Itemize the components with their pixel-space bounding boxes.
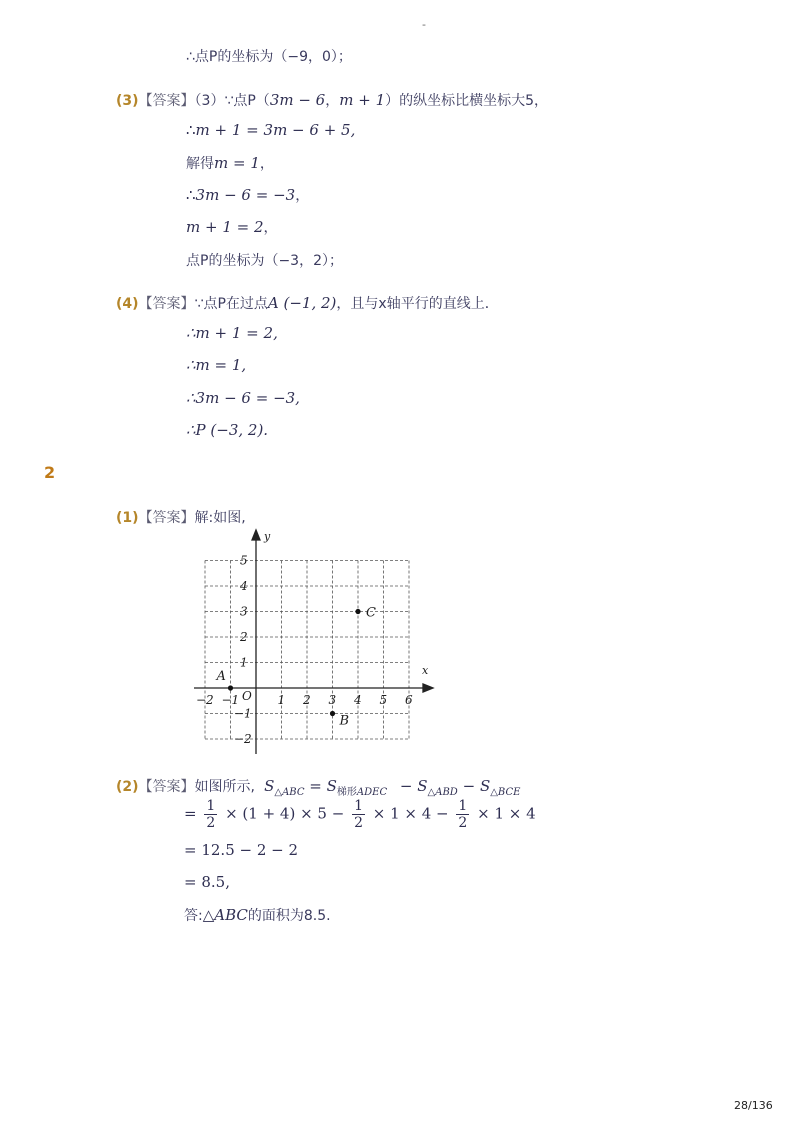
point-a: [228, 685, 233, 690]
subscript-cn: 梯形: [336, 787, 357, 798]
point-b: [330, 711, 335, 716]
header-mark: -: [422, 18, 426, 31]
q2-step-2: = 12.5 − 2 − 2: [184, 841, 299, 859]
q4-step-2: ∴m = 1,: [186, 356, 247, 374]
answer-label: 【答案】: [138, 779, 195, 795]
punct: ，: [263, 220, 278, 236]
q3-intro-tail: ）的纵坐标比横坐标大5，: [385, 93, 549, 109]
area-symbol: S: [264, 777, 275, 795]
minus: −: [462, 777, 476, 795]
question-tag: (2): [116, 779, 139, 795]
page-number: 28/136: [734, 1099, 773, 1112]
coordinate-graph: [190, 528, 440, 760]
y-axis-arrow: [252, 530, 260, 540]
q4-step-1: ∴m + 1 = 2,: [186, 324, 278, 342]
equals: =: [184, 804, 197, 823]
x-tick-label: −1: [221, 693, 240, 707]
answer-text: 点P的坐标为（−9，0）；: [194, 49, 352, 65]
triangle-name: △ABC: [202, 906, 248, 924]
answer-label: 【答案】: [138, 510, 195, 526]
point-label-b: B: [339, 713, 350, 729]
punct: ，: [259, 156, 274, 172]
answer-label: 【答案】: [138, 93, 195, 109]
y-tick-label: 5: [240, 553, 248, 568]
term: × 1 × 4: [477, 804, 536, 823]
axes: [194, 530, 433, 754]
numerator: 1: [206, 798, 216, 814]
equation: 3m − 6 = −3: [195, 186, 296, 204]
question-4-header: [116, 293, 499, 313]
q3-step-2: [186, 153, 274, 173]
q3-comma: ，: [325, 93, 340, 109]
point-c: [355, 609, 360, 614]
numerator: 1: [354, 798, 363, 814]
y-tick-label: 3: [240, 604, 248, 619]
therefore-symbol: ∴: [186, 121, 196, 139]
q4-intro-tail: ，且与x轴平行的直线上．: [336, 296, 499, 312]
area-symbol: S: [326, 777, 337, 795]
numerator: 1: [458, 798, 468, 814]
x-axis-label: x: [422, 664, 429, 677]
therefore-symbol: ∴: [186, 49, 195, 65]
q3-expr-x: 3m − 6: [269, 91, 326, 109]
y-tick-label: −2: [234, 732, 252, 746]
q4-step-4: ∴P (−3, 2).: [186, 421, 269, 439]
x-tick-label: −2: [196, 693, 214, 707]
area-equation: [264, 777, 521, 798]
term: × 1 × 4 −: [372, 804, 449, 823]
point-label-a: A: [216, 669, 226, 684]
denominator: 2: [354, 815, 363, 831]
q3-step-1: [186, 121, 355, 139]
solve-label: 解得: [186, 156, 214, 172]
point-a: A (−1, 2): [267, 294, 337, 312]
fraction: [456, 798, 469, 831]
q4-step-3: ∴3m − 6 = −3,: [186, 389, 300, 407]
q2-step-1: [184, 798, 536, 831]
origin-label: O: [242, 689, 252, 703]
x-tick-label: 6: [405, 693, 413, 707]
q3-result: 点P的坐标为（−3，2）；: [186, 253, 343, 269]
x-tick-label: 4: [354, 693, 362, 707]
y-tick-label: −1: [234, 706, 252, 721]
x-tick-label: 2: [303, 693, 311, 707]
minus: −: [399, 777, 413, 795]
answer-tail: 的面积为8.5.: [247, 908, 331, 924]
fraction: [352, 798, 365, 831]
question-tag: (1): [116, 510, 139, 526]
tick-labels: [196, 554, 413, 747]
q2-step-3: = 8.5,: [184, 873, 230, 891]
q3-expr-y: m + 1: [339, 91, 386, 109]
point-label-c: C: [366, 605, 376, 621]
x-tick-label: 3: [328, 693, 337, 707]
denominator: 2: [458, 815, 468, 831]
question-2-2-header: [116, 776, 520, 798]
q2-intro: 如图所示,: [194, 779, 255, 795]
subscript: △BCE: [490, 787, 521, 798]
y-axis-label: y: [264, 530, 271, 543]
section-number: 2: [44, 463, 56, 482]
question-tag: (4): [116, 296, 139, 312]
punct: ，: [295, 188, 310, 204]
x-tick-label: 5: [379, 693, 388, 707]
therefore-symbol: ∴: [186, 186, 196, 204]
equals: =: [309, 777, 322, 795]
answer-label: 【答案】: [138, 296, 195, 312]
equation: m + 1 = 3m − 6 + 5,: [195, 121, 356, 139]
subscript: △ABD: [427, 787, 458, 798]
q1-text: 解:如图,: [194, 510, 246, 526]
question-tag: (3): [116, 93, 139, 109]
question-3-header: [116, 90, 548, 110]
q3-step-3: [186, 185, 309, 205]
fraction: [204, 798, 217, 831]
y-tick-label: 1: [240, 655, 248, 670]
denominator: 2: [206, 815, 216, 831]
question-2-1-header: [116, 507, 246, 527]
subscript: ADEC: [356, 787, 388, 798]
area-symbol: S: [479, 777, 491, 795]
x-axis-arrow: [423, 684, 433, 692]
q2-conclusion: [184, 905, 331, 925]
subscript: △ABC: [274, 787, 305, 798]
answer-prefix: 答:: [184, 908, 203, 924]
answer-line: [186, 46, 352, 66]
equation: m = 1: [214, 154, 260, 172]
y-tick-label: 4: [240, 579, 248, 593]
x-tick-label: 1: [277, 693, 286, 707]
term: × (1 + 4) × 5 −: [225, 804, 345, 823]
area-symbol: S: [417, 777, 428, 795]
y-tick-label: 2: [240, 630, 248, 644]
q3-step-4: [186, 217, 278, 237]
q3-intro: （3）∵点P（: [194, 93, 270, 109]
equation: m + 1 = 2: [186, 218, 264, 236]
q4-intro: ∵点P在过点: [194, 296, 268, 312]
